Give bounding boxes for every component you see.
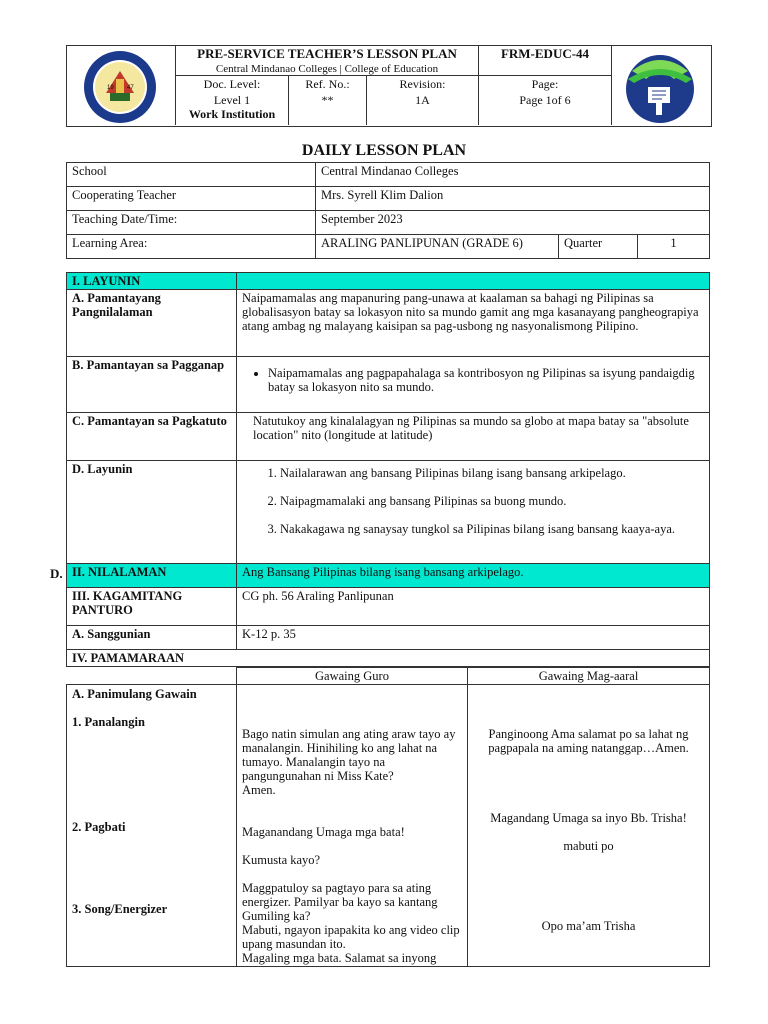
list-item: 1. Nailalarawan ang bansang Pilipinas bilang isang bansang arkipelago.	[280, 466, 704, 480]
song-aaral: Opo ma’am Trisha	[541, 919, 636, 933]
col-header-magaaral: Gawaing Mag-aaral	[468, 668, 710, 685]
pagkatuto-label: C. Pamantayan sa Pagkatuto	[67, 413, 237, 461]
pagganap-text: • Naipamamalas ang pagpapahalaga sa kontribosyon ng Pilipinas sa isyung pandaigdig batay sa lokasyon nito sa mundo.	[268, 366, 704, 394]
school-info-table	[66, 162, 710, 259]
pagganap-cell	[237, 357, 710, 413]
layunin-label: D. Layunin	[67, 461, 237, 564]
nilalaman-label: II. NILALAMAN	[67, 564, 237, 588]
page-label: Page:	[531, 77, 559, 91]
layunin-header-blank	[237, 273, 710, 290]
date-label: Teaching Date/Time:	[67, 211, 316, 235]
page-title: DAILY LESSON PLAN	[301, 142, 467, 159]
song-guro-2: Mabuti, ngayon ipapakita ko ang video clip upang masundan ito.	[242, 923, 460, 951]
doc-level-note: Work Institution	[188, 107, 276, 121]
guro-activities-cell	[237, 685, 468, 967]
pagkatuto-text: Natutukoy ang kinalalagyan ng Pilipinas sa mundo sa globo at mapa batay sa "absolute location" nito (longitude at latitude)	[237, 413, 710, 461]
layunin-list-cell	[237, 461, 710, 564]
pagbati-guro-1: Maganandang Umaga mga bata!	[242, 825, 405, 839]
pamantayang-text: Naipamamalas ang mapanuring pang-unawa at kaalaman sa bahagi ng Pilipinas sa globalisasyon batay sa lokasyon nito sa mundo gamit ang mga kasanayang pangheograpiya atang ambag ng malayang kaisipan sa pag-usbong ng nasyonalismong Pilipino.	[237, 290, 710, 357]
song-guro: Maggpatuloy sa pagtayo para sa ating energizer. Pamilyar ba kayo sa kantang Gumiling ka?	[242, 881, 438, 923]
form-title: PRE-SERVICE TEACHER’S LESSON PLAN	[197, 46, 457, 61]
form-subtitle: Central Mindanao Colleges | College of Education	[215, 63, 439, 75]
layunin-list	[242, 466, 704, 536]
magaaral-activities-cell	[468, 685, 710, 967]
panimulang-label: A. Panimulang Gawain	[72, 687, 197, 701]
pamantayang-label: A. Pamantayang Pangnilalaman	[67, 290, 237, 357]
quarter-label: Quarter	[559, 235, 638, 259]
divider	[611, 45, 612, 125]
kagamitan-text: CG ph. 56 Araling Panlipunan	[237, 588, 710, 626]
pagbati-guro-2: Kumusta kayo?	[242, 853, 321, 867]
form-code: FRM-EDUC-44	[500, 46, 590, 61]
teacher-label: Cooperating Teacher	[67, 187, 316, 211]
panalangin-guro: Bago natin simulan ang ating araw tayo ay manalangin. Hinihiling ko ang lahat na tumayo. Manalangin tayo na pangungunahan ni Miss Kate?	[242, 727, 456, 783]
pamamaraan-label: IV. PAMAMARAAN	[67, 650, 237, 667]
page-value: Page 1of 6	[519, 93, 571, 107]
date-value: September 2023	[316, 211, 710, 235]
song-label: 3. Song/Energizer	[72, 902, 168, 916]
school-label: School	[67, 163, 316, 187]
area-label: Learning Area:	[67, 235, 316, 259]
ref-label: Ref. No.:	[305, 77, 350, 91]
college-of-education-logo	[612, 49, 707, 125]
lesson-table	[66, 272, 710, 667]
list-item: 3. Nakakagawa ng sanaysay tungkol sa Pilipinas bilang isang bansang kaaya-aya.	[280, 522, 704, 536]
college-seal-logo	[70, 49, 170, 125]
list-item: 2. Naipagmamalaki ang bansang Pilipinas sa buong mundo.	[280, 494, 704, 508]
area-value: ARALING PANLIPUNAN (GRADE 6)	[316, 235, 559, 259]
svg-text:19: 19	[107, 85, 114, 91]
pagbati-label: 2. Pagbati	[72, 820, 126, 834]
svg-text:47: 47	[127, 85, 134, 91]
pagganap-label: B. Pamantayan sa Pagganap	[67, 357, 237, 413]
sanggunian-text: K-12 p. 35	[237, 626, 710, 650]
divider	[175, 75, 611, 76]
procedure-corner	[67, 668, 237, 685]
col-header-guro: Gawaing Guro	[237, 668, 468, 685]
pamamaraan-blank	[237, 650, 710, 667]
panalangin-label: 1. Panalangin	[72, 715, 145, 729]
revision-label: Revision:	[399, 77, 446, 91]
kagamitan-label: III. KAGAMITANG PANTURO	[67, 588, 237, 626]
song-guro-3: Magaling mga bata. Salamat sa inyong	[242, 951, 437, 965]
panalangin-aaral: Panginoong Ama salamat po sa lahat ng pagpapala na aming natanggap…Amen.	[488, 727, 689, 755]
nilalaman-text: Ang Bansang Pilipinas bilang isang bansang arkipelago.	[237, 564, 710, 588]
procedure-table	[66, 667, 710, 967]
pagbati-aaral-1: Magandang Umaga sa inyo Bb. Trisha!	[490, 811, 687, 825]
doc-level-label: Doc. Level:	[203, 77, 261, 91]
layunin-header: I. LAYUNIN	[67, 273, 237, 290]
ref-value: **	[321, 93, 334, 107]
teacher-value: Mrs. Syrell Klim Dalion	[316, 187, 710, 211]
panalangin-guro-amen: Amen.	[242, 783, 276, 797]
pagbati-aaral-2: mabuti po	[563, 839, 614, 853]
sanggunian-label: A. Sanggunian	[67, 626, 237, 650]
d-margin-mark: D.	[50, 566, 63, 581]
quarter-value: 1	[638, 235, 710, 259]
school-value: Central Mindanao Colleges	[316, 163, 710, 187]
revision-value: 1A	[415, 93, 430, 107]
activity-labels-cell	[67, 685, 237, 967]
doc-level-value: Level 1	[213, 93, 251, 107]
